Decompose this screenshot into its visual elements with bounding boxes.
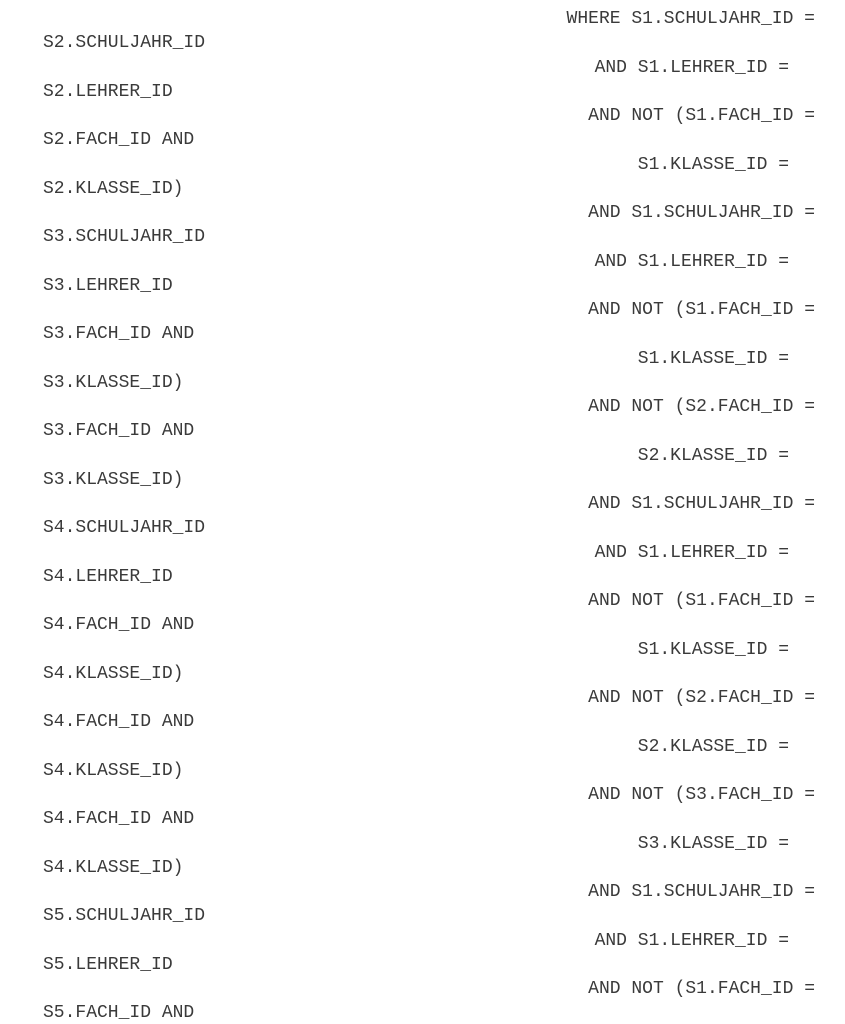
sql-line: S4.KLASSE_ID) <box>43 664 184 684</box>
sql-line: S4.SCHULJAHR_ID <box>43 518 206 538</box>
sql-line: S5.LEHRER_ID <box>43 955 173 975</box>
sql-line: S1.KLASSE_ID = <box>637 640 789 660</box>
sql-line: AND S1.LEHRER_ID = <box>594 58 789 78</box>
sql-line: AND S1.SCHULJAHR_ID = <box>588 494 815 514</box>
sql-line: S4.FACH_ID AND <box>43 615 195 635</box>
sql-line: S4.FACH_ID AND <box>43 712 195 732</box>
sql-line: S2.LEHRER_ID <box>43 82 173 102</box>
sql-line: S3.FACH_ID AND <box>43 324 195 344</box>
sql-line: AND S1.SCHULJAHR_ID = <box>588 882 815 902</box>
sql-line: AND NOT (S1.FACH_ID = <box>588 106 815 126</box>
sql-line: AND S1.LEHRER_ID = <box>594 543 789 563</box>
sql-line: S1.KLASSE_ID = <box>637 349 789 369</box>
sql-line: S2.KLASSE_ID = <box>637 446 789 466</box>
sql-line: S4.FACH_ID AND <box>43 809 195 829</box>
sql-line: S1.KLASSE_ID = <box>637 155 789 175</box>
sql-line: S4.LEHRER_ID <box>43 567 173 587</box>
sql-line: AND NOT (S1.FACH_ID = <box>588 300 815 320</box>
sql-line: AND NOT (S1.FACH_ID = <box>588 591 815 611</box>
sql-line: S5.SCHULJAHR_ID <box>43 906 206 926</box>
sql-line: AND NOT (S2.FACH_ID = <box>588 397 815 417</box>
sql-line: AND S1.LEHRER_ID = <box>594 252 789 272</box>
sql-line: S3.KLASSE_ID) <box>43 373 184 393</box>
sql-line: AND NOT (S3.FACH_ID = <box>588 785 815 805</box>
sql-line: WHERE S1.SCHULJAHR_ID = <box>566 9 815 29</box>
sql-line: S2.SCHULJAHR_ID <box>43 33 206 53</box>
sql-line: S3.SCHULJAHR_ID <box>43 227 206 247</box>
sql-line: S5.FACH_ID AND <box>43 1003 195 1023</box>
sql-line: S2.KLASSE_ID = <box>637 737 789 757</box>
sql-line: S2.KLASSE_ID) <box>43 179 184 199</box>
sql-line: S3.LEHRER_ID <box>43 276 173 296</box>
sql-line: S4.KLASSE_ID) <box>43 761 184 781</box>
sql-line: S3.KLASSE_ID) <box>43 470 184 490</box>
sql-line: AND NOT (S1.FACH_ID = <box>588 979 815 999</box>
sql-line: S2.FACH_ID AND <box>43 130 195 150</box>
sql-line: S3.KLASSE_ID = <box>637 834 789 854</box>
sql-line: AND NOT (S2.FACH_ID = <box>588 688 815 708</box>
sql-line: AND S1.LEHRER_ID = <box>594 931 789 951</box>
sql-line: S3.FACH_ID AND <box>43 421 195 441</box>
sql-line: AND S1.SCHULJAHR_ID = <box>588 203 815 223</box>
sql-line: S4.KLASSE_ID) <box>43 858 184 878</box>
